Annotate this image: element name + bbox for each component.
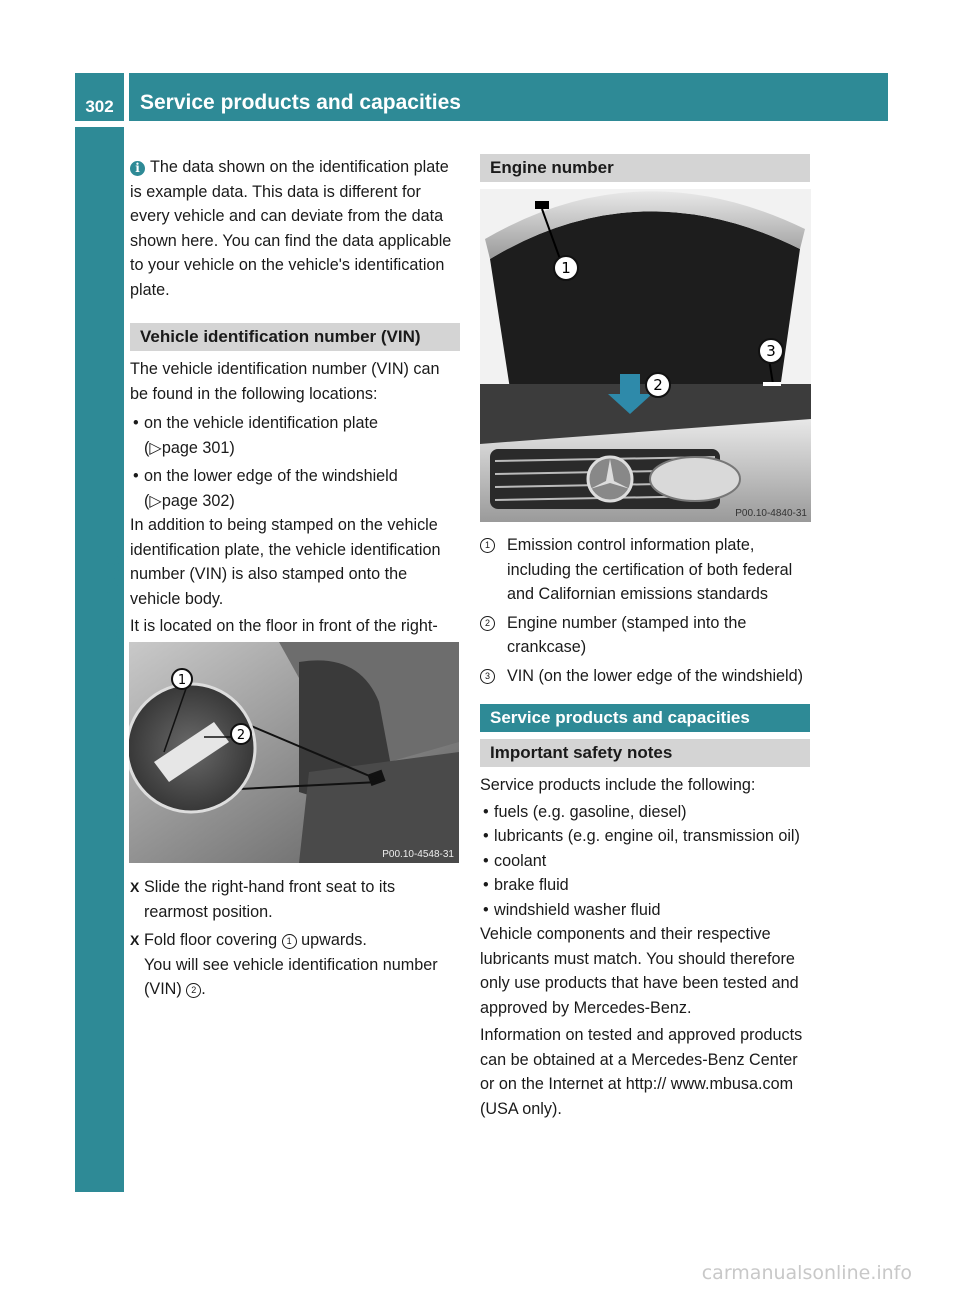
service-intro: Service products include the following: (480, 776, 756, 794)
vin-para-1: In addition to being stamped on the vehicle identification plate, the vehicle identification number (VIN) is also stamped onto the vehicle body. (130, 516, 441, 608)
service-para-2: Information on tested and approved products can be obtained at a Mercedes-Benz Center or on the Internet at http:// www.mbusa.com (USA only). (480, 1026, 803, 1118)
step-2: X Fold floor covering 1 upwards. You will see vehicle identification number (VIN) 2 . (130, 928, 460, 1002)
step-marker-icon: X (130, 932, 140, 948)
callout-ref-1: 1 (282, 934, 297, 949)
page-title: Service products and capacities (129, 73, 888, 121)
legend-item: 1 Emission control information plate, including the certification of both federal and Californian emissions standards (480, 533, 812, 607)
vin-para-2: It is located on the floor in front of the right- (130, 617, 438, 635)
callout-1-label: 1 (177, 673, 187, 688)
safety-subheading: Important safety notes (480, 739, 810, 767)
page-ref-link[interactable]: (▷ page 301 ) (144, 439, 235, 457)
list-item: • brake fluid (480, 873, 812, 898)
watermark: carmanualsonline.info (701, 1262, 912, 1284)
callout-1-label: 1 (561, 259, 571, 277)
engine-bay-photo (480, 189, 811, 522)
callout-ref-2: 2 (186, 983, 201, 998)
callout-2-label: 2 (653, 376, 663, 394)
list-item: • fuels (e.g. gasoline, diesel) (480, 800, 812, 825)
list-item: • lubricants (e.g. engine oil, transmission oil) (480, 824, 812, 849)
list-item: • coolant (480, 849, 812, 874)
service-section (480, 773, 812, 1121)
info-note (130, 155, 460, 302)
engine-legend (480, 533, 812, 688)
service-heading: Service products and capacities (480, 704, 810, 732)
vin-section (130, 357, 460, 663)
service-para-1: Vehicle components and their respective lubricants must match. You should therefore only use products that have been tested and approved by Mercedes-Benz. (480, 925, 799, 1017)
info-note-text: The data shown on the identification plate is example data. This data is different for every vehicle and can deviate from the data shown here. You can find the data applicable to your vehicle on the vehicle's identification plate. (130, 158, 452, 299)
step-marker-icon: X (130, 879, 140, 895)
photo-code: P00.10-4548-31 (382, 849, 454, 860)
list-item: • on the vehicle identification plate (▷ page 301 ) (130, 411, 460, 460)
page-ref-link[interactable]: (▷ page 302 ) (144, 492, 235, 510)
engine-heading: Engine number (480, 154, 810, 182)
page-number: 302 (75, 73, 124, 121)
callout-2-label: 2 (236, 728, 246, 743)
info-icon: i (130, 161, 145, 176)
legend-item: 2 Engine number (stamped into the crankcase) (480, 611, 812, 660)
list-item: • on the lower edge of the windshield (▷ page 302 ) (130, 464, 460, 513)
vin-steps (130, 875, 460, 1002)
side-tab-label: Technical data (98, 552, 126, 718)
step-1: X Slide the right-hand front seat to its rearmost position. (130, 875, 460, 924)
legend-item: 3 VIN (on the lower edge of the windshield) (480, 664, 812, 689)
list-item: • windshield washer fluid (480, 898, 812, 923)
vin-heading: Vehicle identification number (VIN) (130, 323, 460, 351)
callout-3-label: 3 (766, 342, 776, 360)
vin-floor-photo (129, 642, 459, 863)
vin-intro: The vehicle identification number (VIN) can be found in the following locations: (130, 360, 440, 403)
photo-code: P00.10-4840-31 (735, 508, 807, 519)
